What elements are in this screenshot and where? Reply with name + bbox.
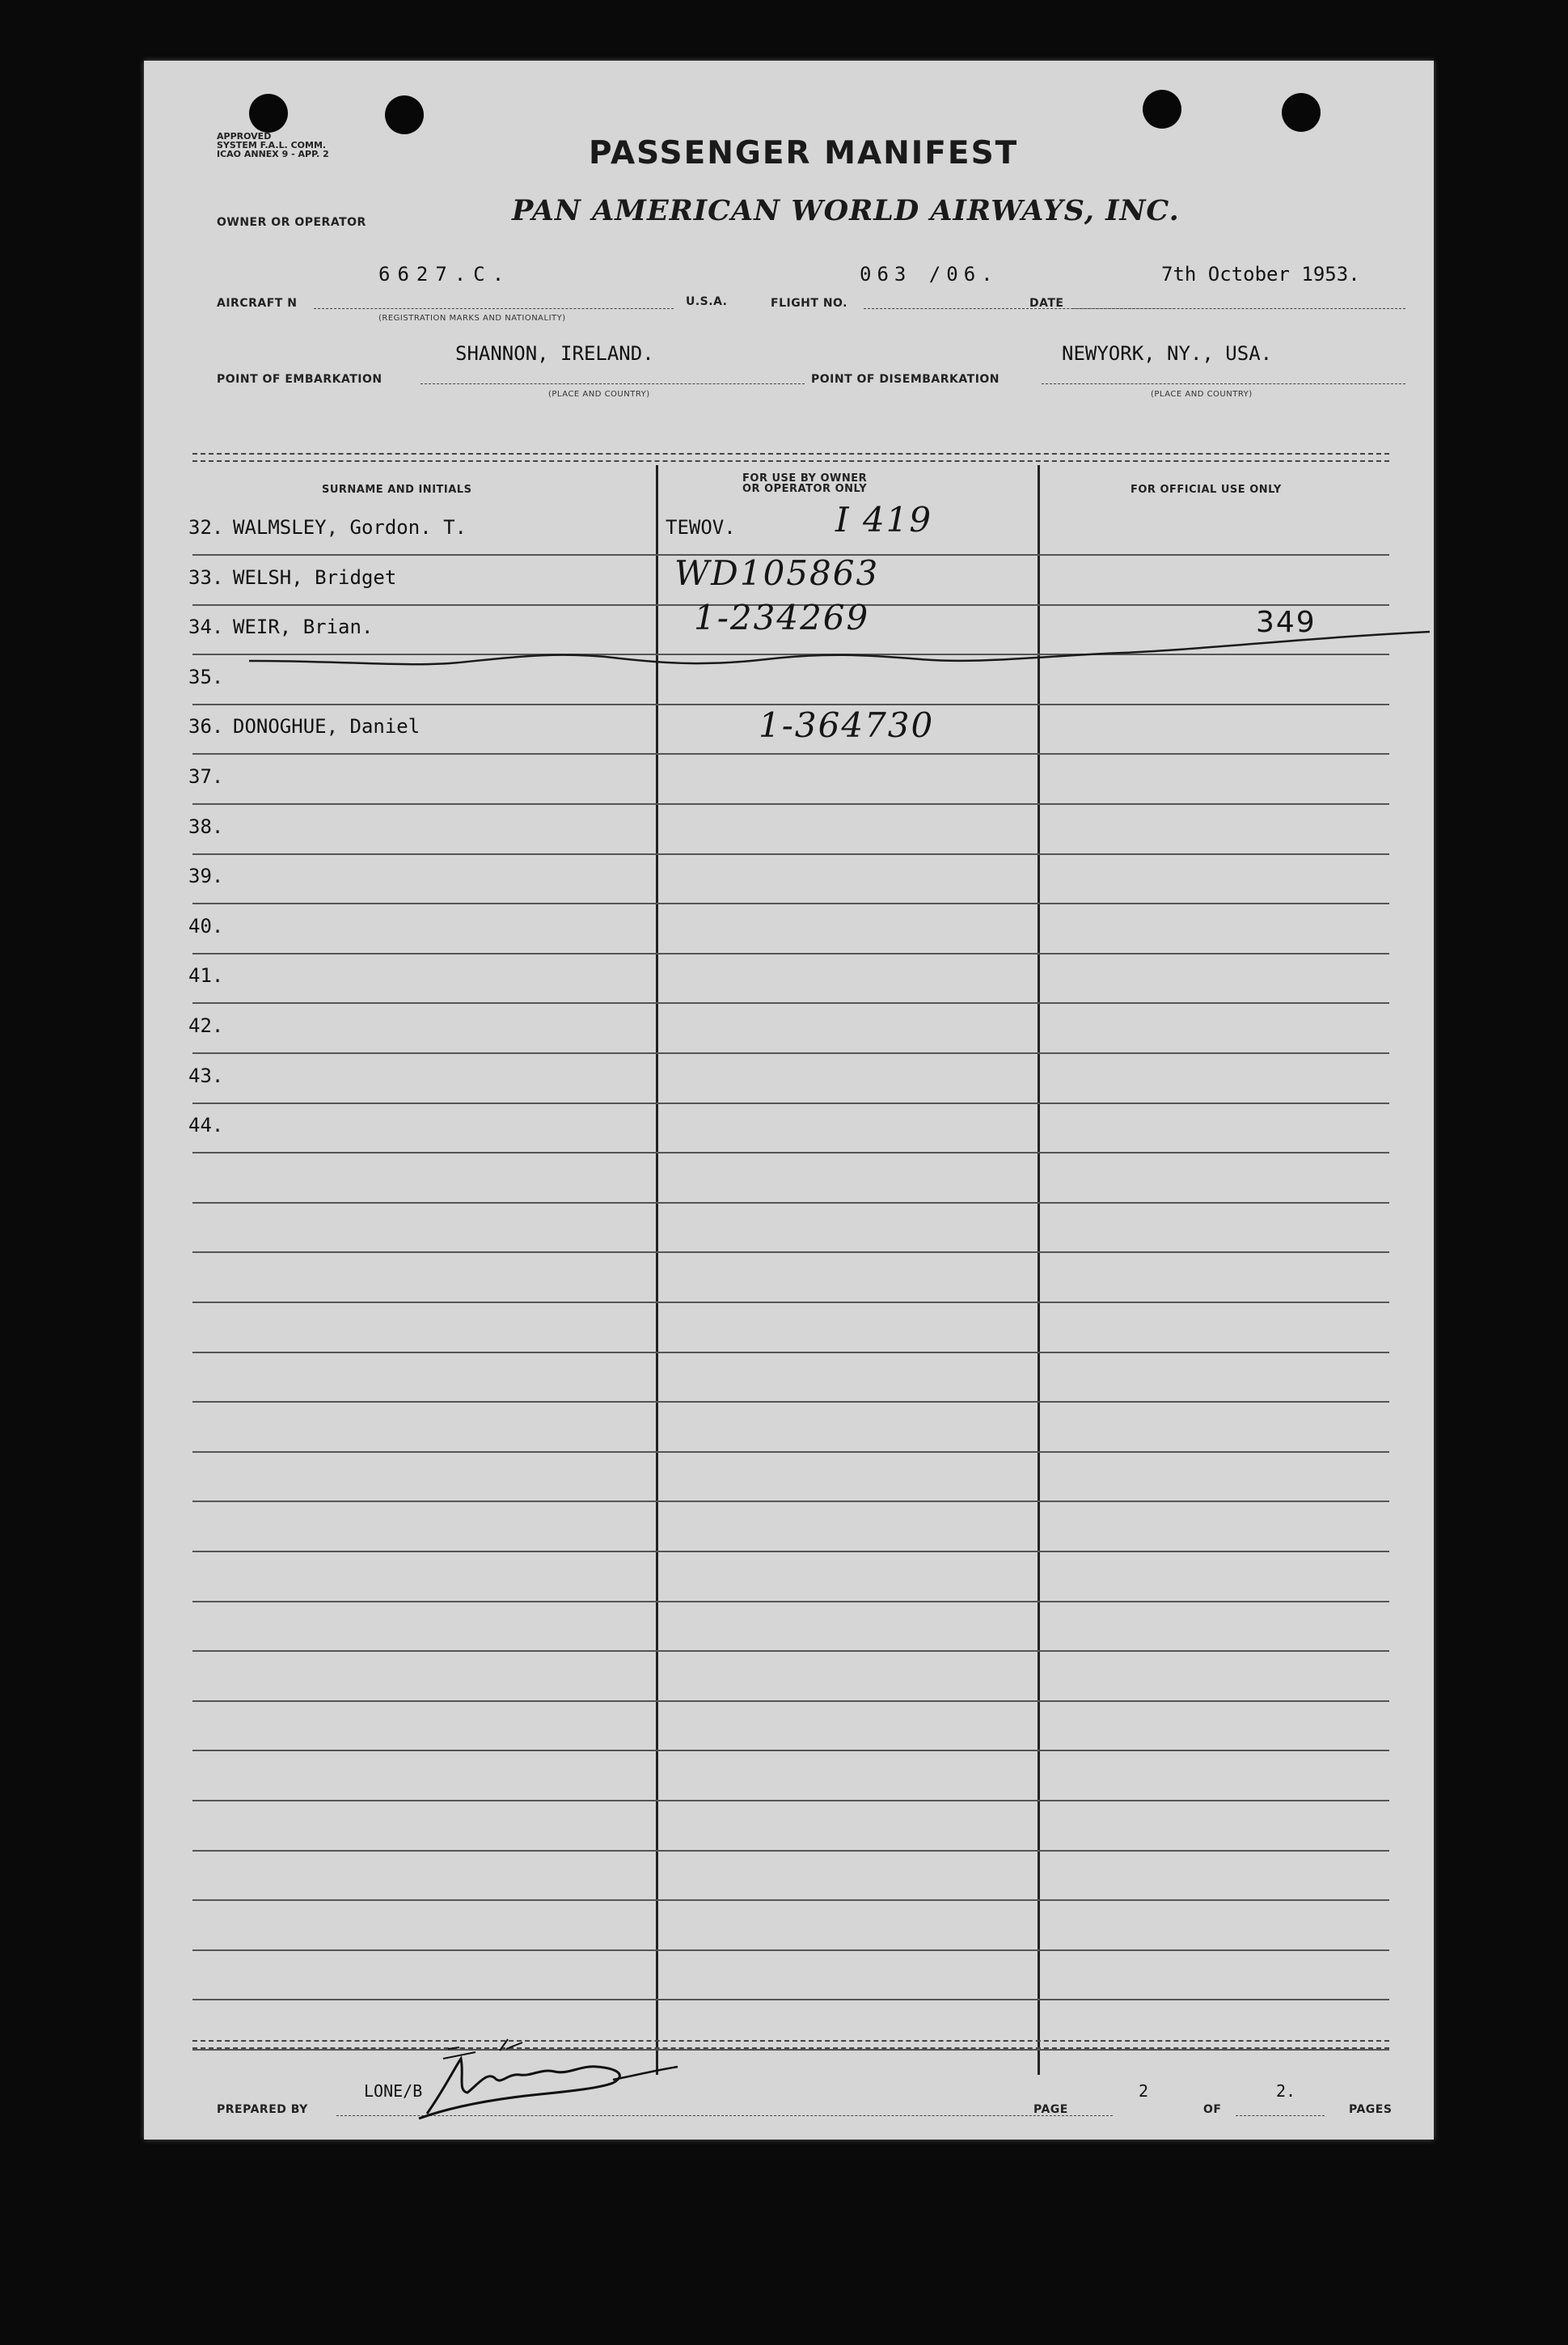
approval-line: ICAO ANNEX 9 - APP. 2	[217, 149, 329, 159]
row-line	[192, 1700, 1389, 1702]
passenger-name: DONOGHUE, Daniel	[233, 715, 421, 738]
table-row	[144, 1114, 1434, 1146]
row-number: 38.	[188, 815, 224, 838]
table-row	[144, 705, 1434, 747]
row-number: 44.	[188, 1114, 224, 1137]
row-number: 41.	[188, 964, 224, 987]
flight-label: FLIGHT NO.	[771, 297, 847, 310]
table-bottom-border	[192, 2040, 1389, 2042]
column-divider	[656, 465, 658, 2075]
table-top-border	[192, 453, 1389, 455]
row-line	[192, 2049, 1389, 2051]
owner-value: PAN AMERICAN WORLD AIRWAYS, INC.	[512, 194, 1180, 227]
embarkation-label: POINT OF EMBARKATION	[217, 373, 382, 386]
disembarkation-caption: (PLACE AND COUNTRY)	[1151, 390, 1253, 399]
row-line	[192, 753, 1389, 755]
row-number: 35.	[188, 666, 224, 688]
disembarkation-label: POINT OF DISEMBARKATION	[811, 373, 1000, 386]
official-use-value: 349	[1256, 606, 1317, 639]
owner-label: OWNER OR OPERATOR	[217, 216, 366, 229]
row-number: 37.	[188, 765, 224, 788]
row-number: 32.	[188, 516, 224, 539]
preparer-signature	[411, 2034, 686, 2123]
table-top-border	[192, 460, 1389, 462]
table-row	[144, 915, 1434, 947]
usa-label: U.S.A.	[686, 295, 728, 308]
punch-hole	[1143, 90, 1181, 129]
date-label: DATE	[1029, 297, 1064, 310]
row-line	[192, 1202, 1389, 1204]
row-line	[192, 1103, 1389, 1104]
row-line	[192, 1152, 1389, 1153]
approval-line: SYSTEM F.A.L. COMM.	[217, 140, 327, 150]
row-line	[192, 1501, 1389, 1502]
row-number: 34.	[188, 616, 224, 638]
aircraft-label: AIRCRAFT N	[217, 297, 298, 310]
row-line	[192, 1352, 1389, 1353]
row-number: 43.	[188, 1065, 224, 1087]
column-header-names: SURNAME AND INITIALS	[322, 484, 472, 496]
disembarkation-underline	[1042, 383, 1405, 384]
column-header-owner-use-line: FOR USE BY OWNER	[742, 472, 868, 485]
aircraft-underline	[314, 308, 674, 309]
row-line	[192, 1302, 1389, 1303]
row-line	[192, 853, 1389, 855]
approval-line: APPROVED	[217, 131, 272, 142]
prepared-value: LONE/B	[364, 2081, 423, 2101]
row-number: 40.	[188, 915, 224, 938]
passenger-name: WELSH, Bridget	[233, 566, 397, 589]
pages-label: PAGES	[1349, 2103, 1393, 2116]
owner-handwritten-number: WD105863	[674, 553, 880, 593]
table-row	[144, 815, 1434, 848]
punch-hole	[1282, 93, 1321, 132]
row-line	[192, 953, 1389, 955]
row-number: 36.	[188, 715, 224, 738]
row-line	[192, 1750, 1389, 1751]
disembarkation-value: NEWYORK, NY., USA.	[1062, 342, 1273, 365]
approval-block	[217, 132, 329, 159]
owner-handwritten-number: 1-364730	[759, 705, 935, 745]
row-number: 39.	[188, 865, 224, 887]
manifest-sheet	[144, 61, 1434, 2140]
page-title: PASSENGER MANIFEST	[589, 135, 1019, 171]
row-line	[192, 1251, 1389, 1253]
row-line	[192, 803, 1389, 805]
row-line	[192, 1052, 1389, 1054]
owner-handwritten-number: I 419	[835, 500, 933, 540]
punch-hole	[385, 95, 424, 134]
date-value: 7th October 1953.	[1161, 263, 1360, 286]
registration-caption: (REGISTRATION MARKS AND NATIONALITY)	[378, 314, 566, 323]
row-line	[192, 1401, 1389, 1403]
passenger-name: WALMSLEY, Gordon. T.	[233, 516, 467, 539]
embarkation-value: SHANNON, IRELAND.	[455, 342, 654, 365]
row-number: 33.	[188, 566, 224, 589]
column-header-owner-use	[742, 473, 867, 494]
of-label: OF	[1203, 2103, 1222, 2116]
embarkation-caption: (PLACE AND COUNTRY)	[548, 390, 650, 399]
table-bottom-border	[192, 2047, 1389, 2049]
passenger-name: WEIR, Brian.	[233, 616, 374, 638]
page-value: 2	[1139, 2081, 1149, 2101]
flight-value: 063 /06.	[860, 263, 999, 286]
embarkation-underline	[421, 383, 805, 384]
row-line	[192, 903, 1389, 904]
row-line	[192, 1899, 1389, 1901]
owner-handwritten-number: 1-234269	[694, 598, 870, 637]
column-header-official: FOR OFFICIAL USE ONLY	[1131, 484, 1282, 496]
prepared-label: PREPARED BY	[217, 2103, 308, 2116]
row-line	[192, 1650, 1389, 1652]
table-row	[144, 1014, 1434, 1047]
table-row	[144, 964, 1434, 997]
table-row	[144, 1065, 1434, 1097]
row-line	[192, 1002, 1389, 1004]
date-underline	[1072, 308, 1405, 309]
table-row	[144, 765, 1434, 798]
table-row	[144, 865, 1434, 897]
column-header-owner-use-line: OR OPERATOR ONLY	[742, 483, 868, 495]
strike-through-line	[249, 627, 1438, 675]
page-label: PAGE	[1033, 2103, 1068, 2116]
row-line	[192, 1800, 1389, 1801]
row-line	[192, 1949, 1389, 1951]
row-line	[192, 1551, 1389, 1552]
table-row	[144, 553, 1434, 599]
row-number: 42.	[188, 1014, 224, 1037]
row-line	[192, 1601, 1389, 1602]
column-divider	[1038, 465, 1040, 2075]
owner-typed-code: TEWOV.	[666, 516, 736, 539]
table-row	[144, 500, 1434, 548]
aircraft-value: 6627.C.	[378, 263, 512, 286]
of-underline	[1236, 2115, 1325, 2116]
row-line	[192, 1999, 1389, 2000]
pages-value: 2.	[1276, 2081, 1296, 2101]
punch-hole	[249, 94, 288, 133]
row-line	[192, 1850, 1389, 1852]
row-line	[192, 1451, 1389, 1453]
